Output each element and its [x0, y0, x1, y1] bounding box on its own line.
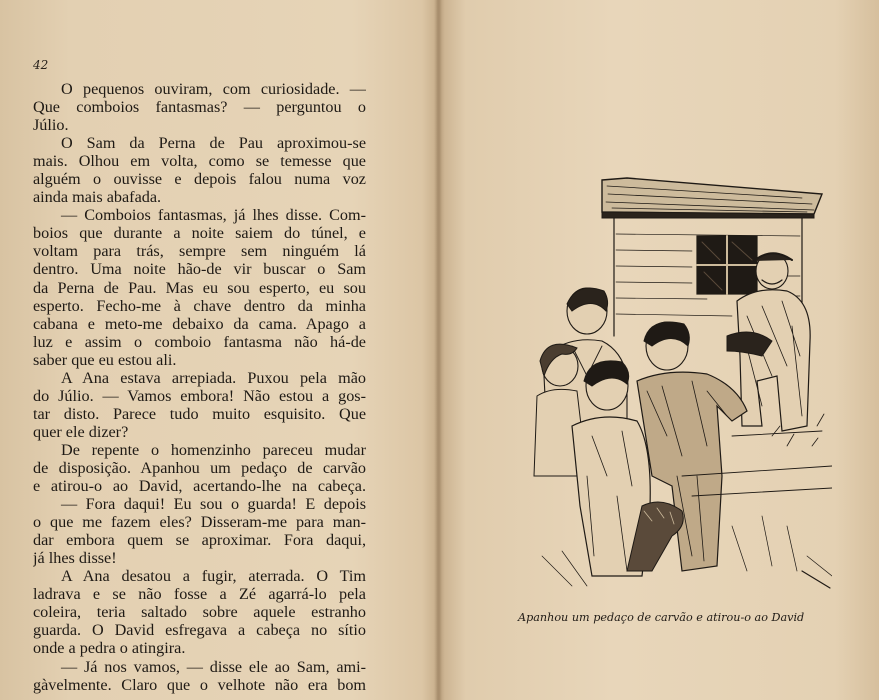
text-line: O Sam da Perna de Pau aproximou-se	[61, 134, 366, 153]
text-line: quer ele dizer?	[33, 422, 129, 441]
text-line: ainda mais abafada.	[33, 188, 162, 207]
cabin-window	[697, 236, 757, 294]
text-line: guarda. O David esfregava a cabeça no sítio	[33, 621, 366, 640]
text-line: A Ana desatou a fugir, aterrada. O Tim	[61, 567, 366, 586]
text-line: Que comboios fantasmas? — perguntou o	[33, 98, 366, 117]
text-line: coleira, teria saltado sobre aquele estranho	[33, 603, 366, 622]
text-line: de disposição. Apanhou um pedaço de carvão	[33, 458, 366, 477]
text-line: do Júlio. — Vamos embora! Não estou a gos-	[33, 386, 366, 405]
text-line: da Perna de Pau. Mas eu sou esperto, eu sou	[33, 278, 366, 297]
text-line: esperto. Fecho-me à chave dentro da minha	[33, 296, 366, 315]
text-line: mais. Olhou em volta, como se temesse que	[33, 152, 366, 171]
text-line: O pequenos ouviram, com curiosidade. —	[61, 80, 366, 98]
text-line: Júlio.	[33, 116, 69, 135]
text-line: e atirou-o ao David, acertando-lhe na cabeça.	[33, 477, 366, 496]
text-line: ladrava e se não fosse a Zé agarrá-lo pela	[33, 585, 366, 604]
text-line: tar disto. Parece tudo muito esquisito. Que	[33, 404, 366, 423]
text-line: dentro. Uma noite hão-de vir buscar o Sam	[33, 260, 366, 279]
text-line: gàvelmente. Claro que o velhote não era bom	[33, 675, 366, 694]
text-line: — Fora daqui! Eu sou o guarda! E depois	[61, 495, 366, 514]
text-line: cabana e meto-me debaixo da cama. Apago a	[33, 314, 366, 333]
text-line: luz e assim o comboio fantasma não há-de	[33, 332, 366, 351]
text-line: voltam para trás, sempre sem ninguém lá	[33, 242, 366, 261]
text-line: De repente o homenzinho pareceu mudar	[61, 440, 366, 459]
text-line: — Comboios fantasmas, já lhes disse. Com-	[61, 206, 366, 225]
left-page	[0, 0, 436, 700]
text-line: alguém o ouvisse e depois falou numa voz	[33, 170, 366, 189]
text-line: já lhes disse!	[33, 549, 117, 568]
text-line: A Ana estava arrepiada. Puxou pela mão	[61, 368, 366, 387]
cabin-roof	[602, 178, 822, 218]
text-line: dar embora quem se aproximar. Fora daqui,	[33, 531, 366, 550]
text-line: onde a pedra o atingira.	[33, 639, 186, 658]
body-text	[33, 80, 366, 694]
text-line: saber que eu estou ali.	[33, 350, 177, 369]
text-line: — Já nos vamos, — disse ele ao Sam, ami-	[61, 657, 366, 676]
text-line: boios que durante a noite saiem do túnel, e	[33, 224, 366, 243]
page-number: 42	[33, 58, 49, 72]
illustration	[532, 176, 832, 596]
text-line: o que me fazem eles? Disseram-me para man-	[33, 513, 366, 532]
illustration-caption: Apanhou um pedaço de carvão e atirou-o ao David	[518, 611, 805, 624]
